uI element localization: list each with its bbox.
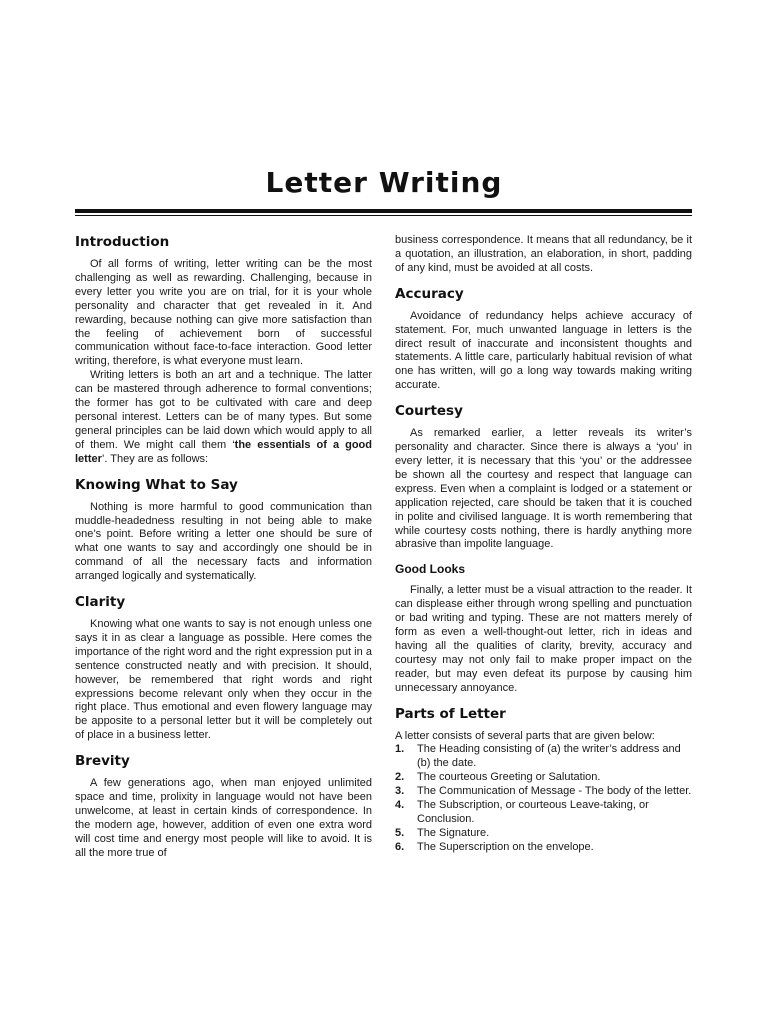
list-item-number: 3. bbox=[395, 785, 405, 798]
list-item bbox=[395, 827, 692, 841]
list-item-text: The Signature. bbox=[417, 826, 490, 839]
heading-courtesy: Courtesy bbox=[395, 403, 463, 420]
courtesy-paragraph: As remarked earlier, a letter reveals its writer’s personality and character. Since there is always a ‘you’ in every letter, it is necessary that this ‘you’ or the addressee be shown all the courtesy and respect that language can express. Even when a complaint is lodged or a statement or application rejected, care should be taken that it is couched in polite and civilised language. It is worth remembering that while courtesy costs nothing, there is hardly anything more abrasive than impolite language. bbox=[395, 427, 692, 551]
heading-clarity: Clarity bbox=[75, 594, 126, 611]
list-item-number: 5. bbox=[395, 826, 405, 839]
list-item-text: The Subscription, or courteous Leave-taking, or Conclusion. bbox=[417, 799, 649, 825]
list-item-text: The Heading consisting of (a) the writer’s address and (b) the date. bbox=[417, 743, 681, 770]
continued-paragraph: business correspondence. It means that all redundancy, be it a quotation, an illustration, an elaboration, in short, padding of any kind, must be avoided at all costs. bbox=[395, 234, 692, 274]
introduction-paragraph-1: Of all forms of writing, letter writing can be the most challenging as well as rewarding. Challenging, because in every letter you write you are on trial, for it is your whole personality and character that get revealed in it. And rewarding, because nothing can give more satisfaction than the feeling of achievement born of successful communication without face-to-face interaction. Good letter writing, therefore, is what everyone must learn. bbox=[75, 258, 372, 368]
parts-list bbox=[395, 743, 692, 854]
page-title: Letter Writing bbox=[265, 166, 503, 199]
accuracy-paragraph: Avoidance of redundancy helps achieve accuracy of statement. For, much unwanted language in letters is the direct result of inaccurate and inconsistent thoughts and statements. A little care, particularly habitual revision of what one has written, will go a long way towards making writing accurate. bbox=[395, 309, 692, 392]
introduction-p2-emphasis: the essentials of a good letter bbox=[75, 438, 372, 465]
list-item-text: The Communication of Message - The body of the letter. bbox=[417, 785, 692, 798]
list-item-text: The courteous Greeting or Salutation. bbox=[417, 771, 601, 784]
right-column bbox=[395, 234, 692, 855]
heading-accuracy: Accuracy bbox=[395, 285, 464, 302]
heading-good-looks: Good Looks bbox=[395, 562, 465, 577]
list-item-number: 1. bbox=[395, 743, 405, 756]
introduction-p2-text-before: Writing letters is both an art and a technique. The latter can be mastered through adherence to formal conventions; the former has got to be cultivated with care and deep personal interest. Letters can be of many types. But some general principles can be laid down which would apply to all of them. We might call them ‘ bbox=[75, 369, 372, 451]
list-item bbox=[395, 743, 692, 771]
introduction-paragraph-2 bbox=[75, 369, 372, 466]
heading-knowing-what-to-say: Knowing What to Say bbox=[75, 476, 238, 493]
list-item bbox=[395, 799, 692, 827]
title-rule-thin bbox=[75, 215, 692, 216]
title-rule-thick bbox=[75, 209, 692, 213]
list-item-number: 4. bbox=[395, 799, 405, 812]
knowing-paragraph: Nothing is more harmful to good communication than muddle-headedness resulting in not being able to make one’s point. Before writing a letter one should be sure of what one wants to say and accordingly one should be in command of all the necessary facts and information arranged logically and systematically. bbox=[75, 500, 372, 583]
good-looks-paragraph: Finally, a letter must be a visual attraction to the reader. It can displease either through wrong spelling and punctuation or bad writing and typing. These are not matters merely of form as even a well-thought-out letter, rich in ideas and having all the qualities of clarity, brevity, accuracy and courtesy may not only fail to make proper impact on the reader, but may even defeat its purpose by causing him unnecessary annoyance. bbox=[395, 584, 692, 694]
heading-brevity: Brevity bbox=[75, 753, 130, 770]
list-item-number: 6. bbox=[395, 840, 405, 853]
heading-introduction: Introduction bbox=[75, 234, 170, 250]
left-column bbox=[75, 234, 372, 861]
clarity-paragraph: Knowing what one wants to say is not enough unless one says it in as clear a language as possible. Here comes the importance of the right word and the right expression put in a sentence constructed neatly and with precision. It should, however, be remembered that right words and right expressions become relevant only when they occur in the right place. Thus emotional and even flowery language may be apposite to a personal letter but it will be completely out of place in a business letter. bbox=[75, 618, 372, 742]
introduction-p2-text-after: ’. They are as follows: bbox=[101, 452, 209, 465]
brevity-paragraph: A few generations ago, when man enjoyed unlimited space and time, prolixity in language would not have been unwelcome, at least in certain kinds of correspondence. In the modern age, however, addition of even one extra word will cost time and energy most people will like to avoid. It is all the more true of bbox=[75, 777, 372, 859]
list-item-number: 2. bbox=[395, 771, 405, 784]
list-item bbox=[395, 785, 692, 799]
parts-intro: A letter consists of several parts that are given below: bbox=[395, 729, 655, 742]
heading-parts-of-letter: Parts of Letter bbox=[395, 705, 506, 722]
list-item bbox=[395, 841, 692, 855]
list-item bbox=[395, 771, 692, 785]
list-item-text: The Superscription on the envelope. bbox=[417, 840, 594, 853]
